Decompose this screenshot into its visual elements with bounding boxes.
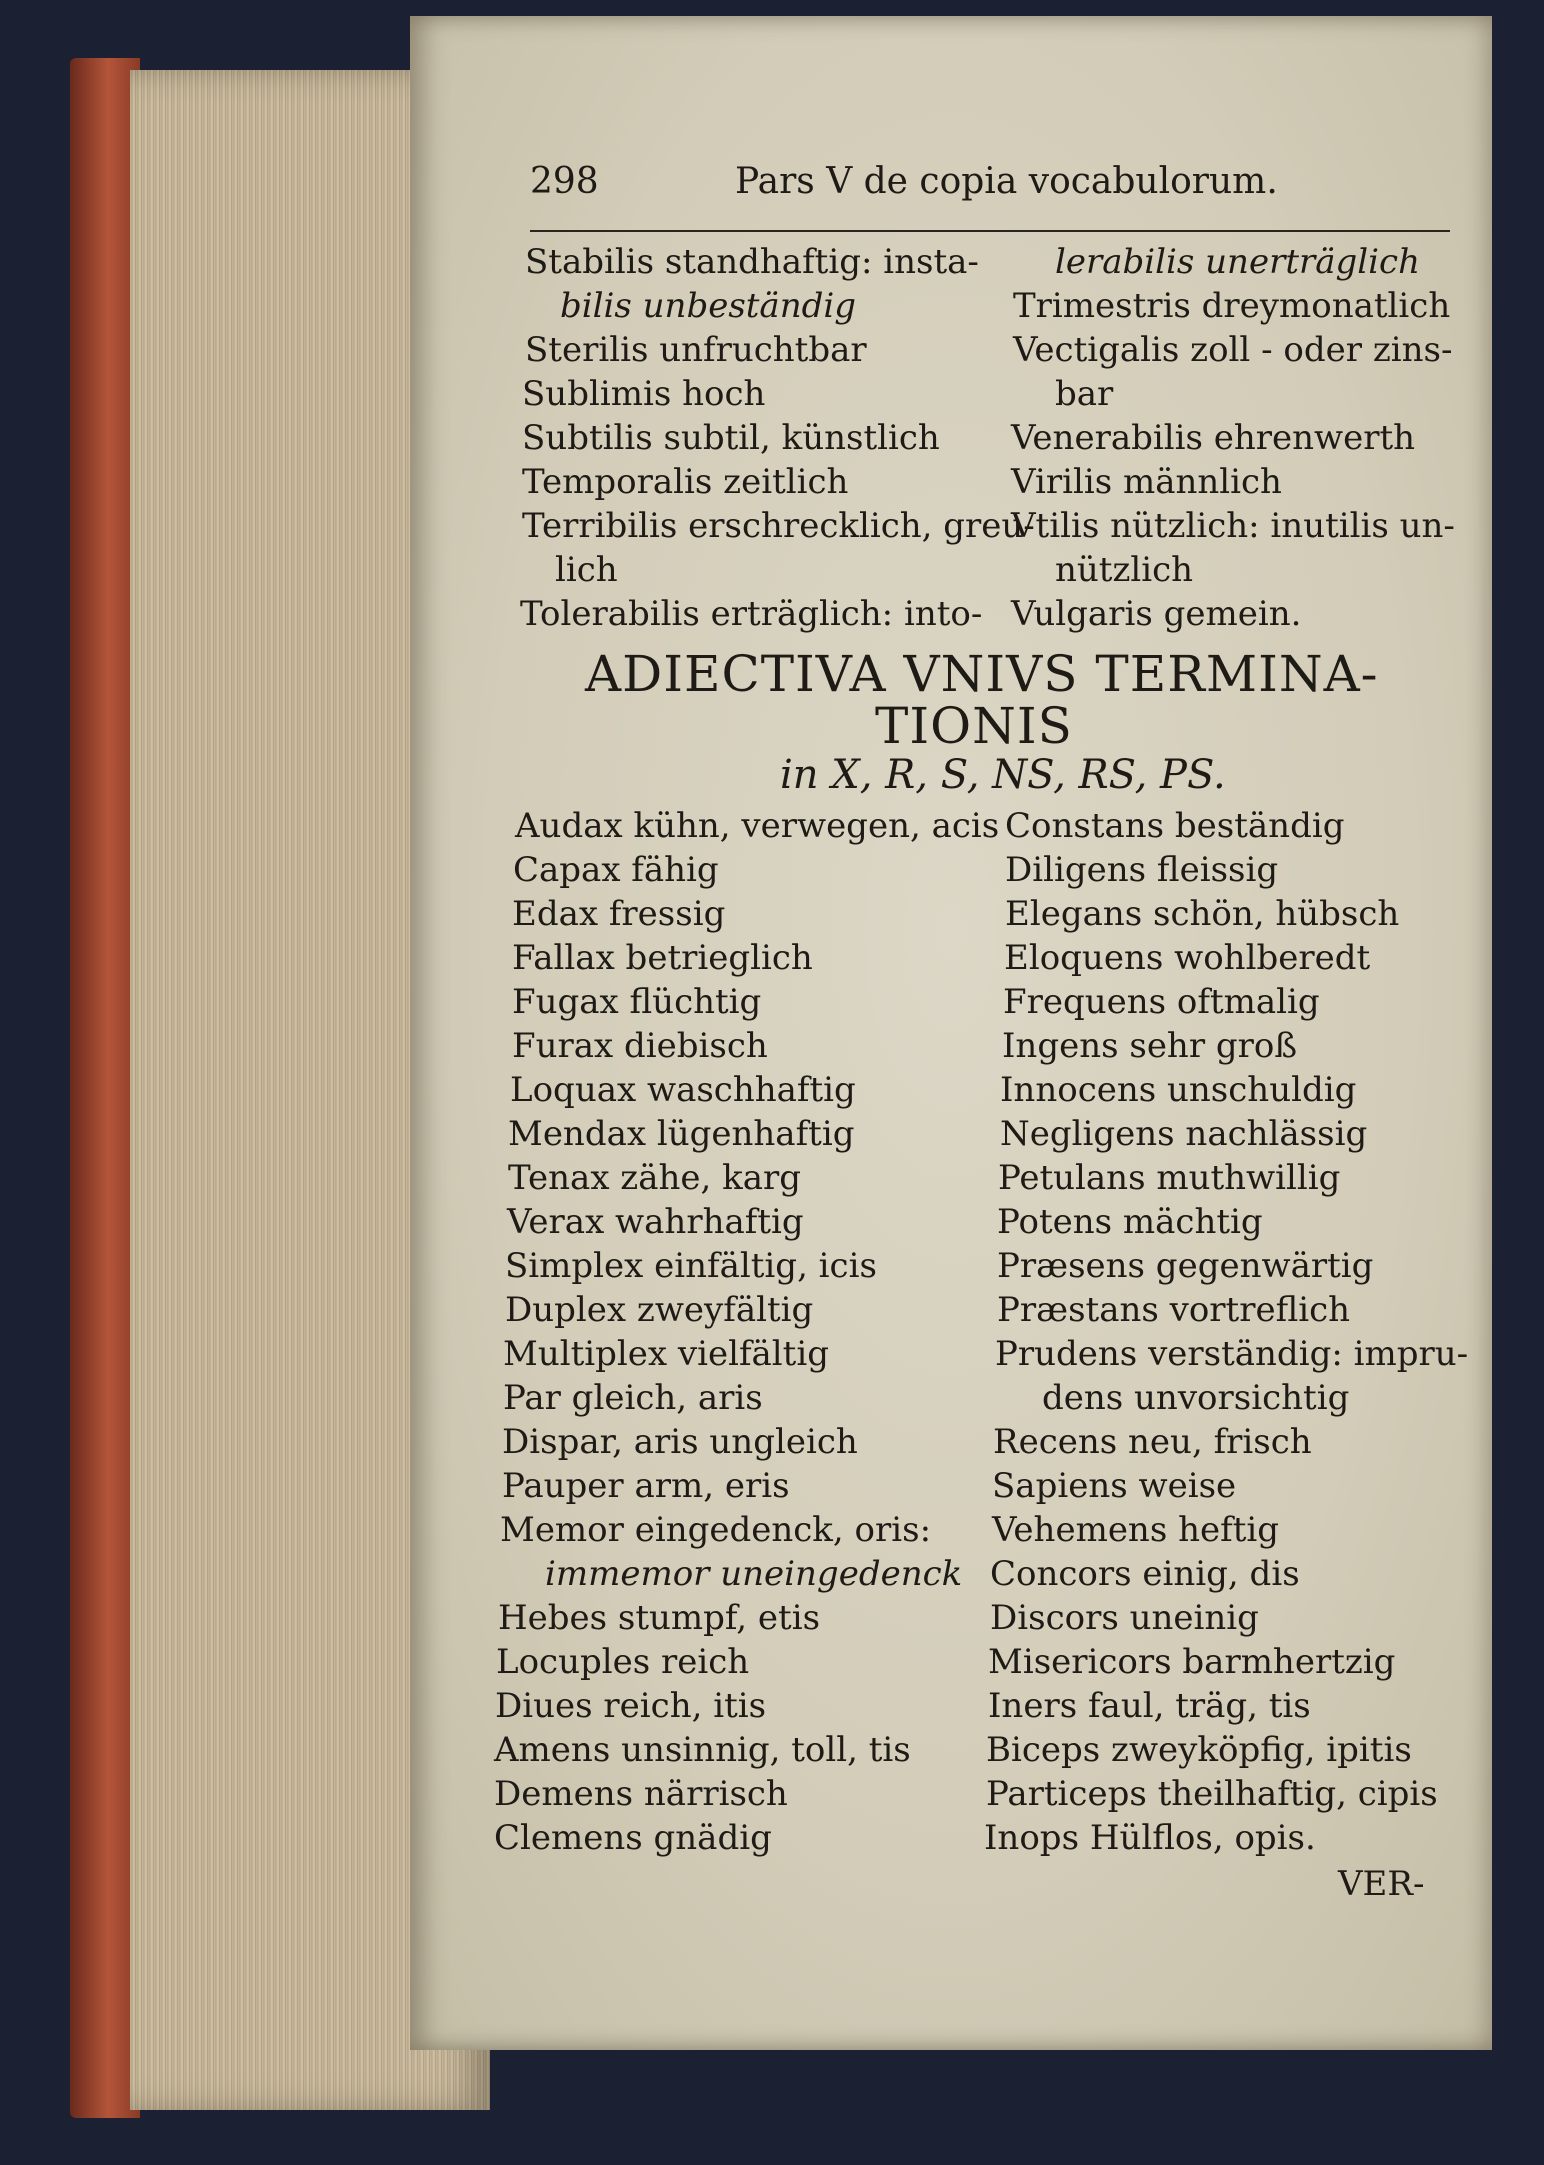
entry-line: Vectigalis zoll - oder zins- [1013, 330, 1453, 370]
entry-line: Inops Hülflos, opis. [984, 1818, 1316, 1858]
running-title: Pars V de copia vocabulorum. [735, 161, 1278, 202]
entry-line: Sapiens weise [992, 1466, 1237, 1506]
entry-line: Potens mächtig [997, 1202, 1263, 1242]
entry-line: lich [555, 550, 618, 590]
entry-line: lerabilis unerträglich [1055, 242, 1420, 282]
entry-line: Sublimis hoch [522, 374, 766, 414]
entry-line: Par gleich, aris [503, 1378, 763, 1418]
entry-line: Innocens unschuldig [1000, 1070, 1357, 1110]
entry-line: Furax diebisch [512, 1026, 768, 1066]
entry-line: Capax fähig [513, 850, 719, 890]
entry-line: Constans beständig [1005, 806, 1345, 846]
entry-line: Temporalis zeitlich [522, 462, 849, 502]
entry-line: Locuples reich [496, 1642, 750, 1682]
entry-line: Misericors barmhertzig [988, 1642, 1396, 1682]
entry-line: Prudens verständig: impru- [995, 1334, 1469, 1374]
entry-line: Edax fressig [512, 894, 726, 934]
entry-line: Pauper arm, eris [502, 1466, 790, 1506]
entry-line: Biceps zweyköpfig, ipitis [986, 1730, 1412, 1770]
entry-line: Loquax waschhaftig [510, 1070, 856, 1110]
entry-line: Verax wahrhaftig [507, 1202, 804, 1242]
entry-line: Vtilis nützlich: inutilis un- [1011, 506, 1455, 546]
entry-line: Clemens gnädig [494, 1818, 772, 1858]
entry-line: Multiplex vielfältig [503, 1334, 829, 1374]
entry-line: Iners faul, träg, tis [988, 1686, 1311, 1726]
entry-line: Diues reich, itis [495, 1686, 767, 1726]
entry-line: Discors uneinig [990, 1598, 1259, 1638]
entry-line: dens unvorsichtig [1042, 1378, 1350, 1418]
entry-line: Fugax flüchtig [512, 982, 762, 1022]
entry-line: Amens unsinnig, toll, tis [494, 1730, 911, 1770]
entry-line: bar [1055, 374, 1114, 414]
section-heading-line1: ADIECTIVA VNIVS TERMINA- [585, 645, 1379, 703]
entry-line: Particeps theilhaftig, cipis [986, 1774, 1438, 1814]
entry-line: immemor uneingedenck [545, 1554, 963, 1594]
entry-line: Memor eingedenck, oris: [500, 1510, 932, 1550]
entry-line: Trimestris dreymonatlich [1013, 286, 1451, 326]
entry-line: Subtilis subtil, künstlich [522, 418, 940, 458]
entry-line: Recens neu, frisch [993, 1422, 1312, 1462]
page-number: 298 [530, 161, 599, 202]
entry-line: Stabilis standhaftig: insta- [525, 242, 979, 282]
entry-line: Vulgaris gemein. [1011, 594, 1302, 634]
entry-line: Hebes stumpf, etis [498, 1598, 821, 1638]
entry-line: Demens närrisch [494, 1774, 788, 1814]
entry-line: Venerabilis ehrenwerth [1011, 418, 1416, 458]
entry-line: Fallax betrieglich [512, 938, 813, 978]
entry-line: Elegans schön, hübsch [1005, 894, 1400, 934]
entry-line: Dispar, aris ungleich [502, 1422, 858, 1462]
entry-line: Præsens gegenwärtig [997, 1246, 1374, 1286]
section-subtitle: in X, R, S, NS, RS, PS. [780, 752, 1226, 798]
entry-line: Tenax zähe, karg [508, 1158, 802, 1198]
entry-line: Mendax lügenhaftig [508, 1114, 855, 1154]
entry-line: Diligens fleissig [1005, 850, 1279, 890]
entry-line: Petulans muthwillig [998, 1158, 1341, 1198]
entry-line: Præstans vortreflich [997, 1290, 1351, 1330]
entry-line: Eloquens wohlberedt [1004, 938, 1371, 978]
entry-line: Vehemens heftig [992, 1510, 1279, 1550]
entry-line: Sterilis unfruchtbar [525, 330, 867, 370]
entry-line: Simplex einfältig, icis [505, 1246, 877, 1286]
entry-line: Terribilis erschrecklich, greu- [522, 506, 1035, 546]
entry-line: Concors einig, dis [990, 1554, 1300, 1594]
entry-line: Ingens sehr groß [1002, 1026, 1298, 1066]
entry-line: Audax kühn, verwegen, acis [515, 806, 1000, 846]
entry-line: Tolerabilis erträglich: into- [520, 594, 983, 634]
entry-line: Duplex zweyfältig [505, 1290, 814, 1330]
entry-line: nützlich [1055, 550, 1194, 590]
header-rule [530, 230, 1450, 232]
catchword: VER- [1338, 1864, 1425, 1904]
section-heading-line2: TIONIS [875, 697, 1073, 755]
entry-line: Virilis männlich [1011, 462, 1282, 502]
entry-line: Frequens oftmalig [1003, 982, 1320, 1022]
entry-line: bilis unbeständig [560, 286, 857, 326]
entry-line: Negligens nachlässig [1000, 1114, 1368, 1154]
